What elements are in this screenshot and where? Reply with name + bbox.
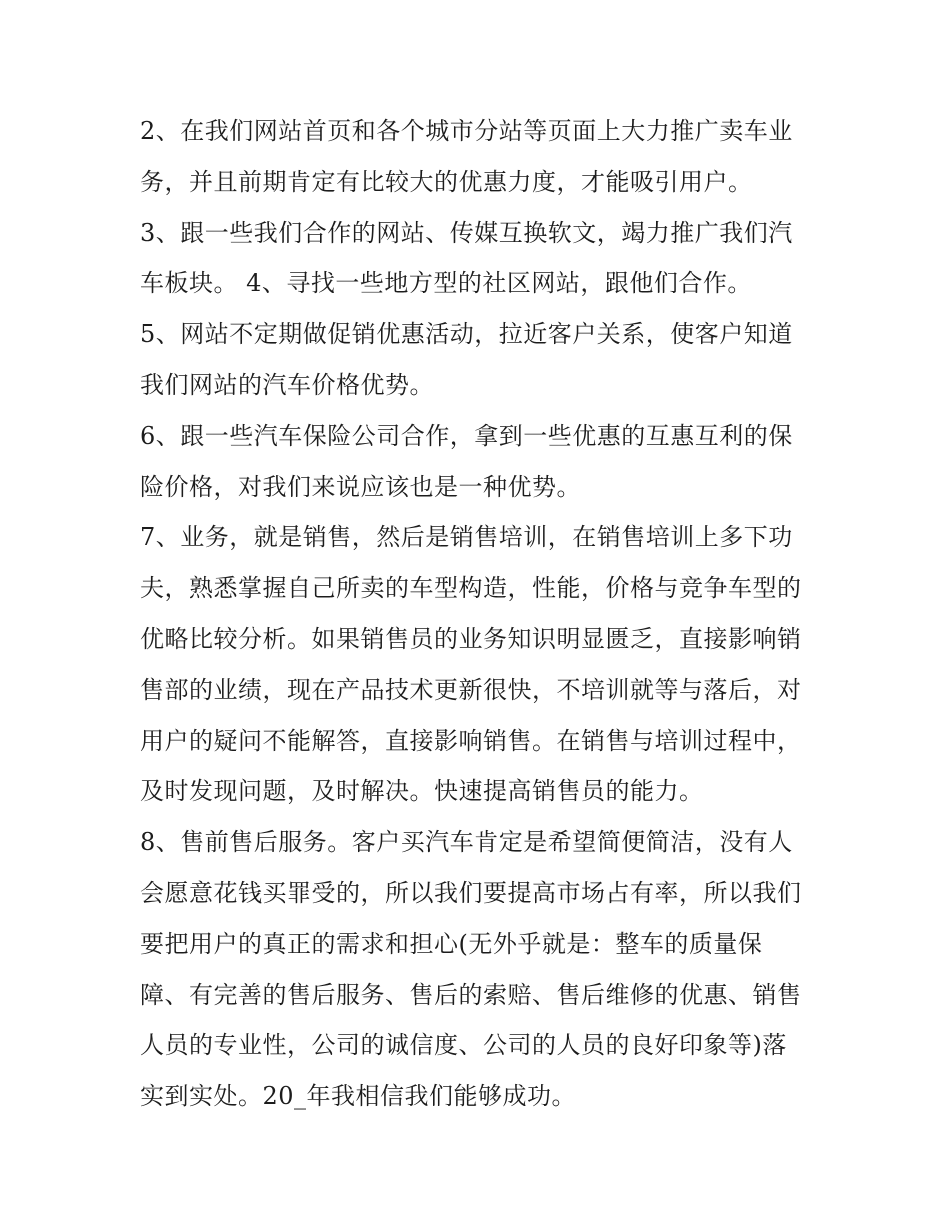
text-line: 及时发现问题，及时解决。快速提高销售员的能力。 [140,777,704,806]
text-line: 障、有完善的售后服务、售后的索赔、售后维修的优惠、销售 [140,980,802,1009]
text-line: 人员的专业性，公司的诚信度、公司的人员的良好印象等)落 [140,1031,787,1060]
text-line: 6、跟一些汽车保险公司合作，拿到一些优惠的互惠互利的保 [140,421,793,450]
text-line: 用户的疑问不能解答，直接影响销售。在销售与培训过程中， [140,726,802,755]
text-line: 实到实处。20_年我相信我们能够成功。 [140,1082,577,1111]
text-line: 险价格，对我们来说应该也是一种优势。 [140,472,581,501]
text-line: 要把用户的真正的需求和担心(无外乎就是：整车的质量保 [140,929,763,958]
text-line: 5、网站不定期做促销优惠活动，拉近客户关系，使客户知道 [140,320,793,349]
text-line: 2、在我们网站首页和各个城市分站等页面上大力推广卖车业 [140,117,793,145]
text-line: 车板块。 4、寻找一些地方型的社区网站，跟他们合作。 [140,269,752,298]
document-body [140,106,830,1122]
text-line: 夫，熟悉掌握自己所卖的车型构造，性能，价格与竞争车型的 [140,574,802,603]
text-line: 7、业务，就是销售，然后是销售培训，在销售培训上多下功 [140,523,793,552]
text-line: 8、售前售后服务。客户买汽车肯定是希望简便简洁，没有人 [140,828,793,857]
text-line: 我们网站的汽车价格优势。 [140,370,434,399]
text-line: 务，并且前期肯定有比较大的优惠力度，才能吸引用户。 [140,167,753,196]
text-line: 售部的业绩，现在产品技术更新很快，不培训就等与落后，对 [140,675,802,704]
text-line: 优略比较分析。如果销售员的业务知识明显匮乏，直接影响销 [140,624,802,653]
text-line: 3、跟一些我们合作的网站、传媒互换软文，竭力推广我们汽 [140,218,793,247]
text-line: 会愿意花钱买罪受的，所以我们要提高市场占有率，所以我们 [140,878,802,907]
